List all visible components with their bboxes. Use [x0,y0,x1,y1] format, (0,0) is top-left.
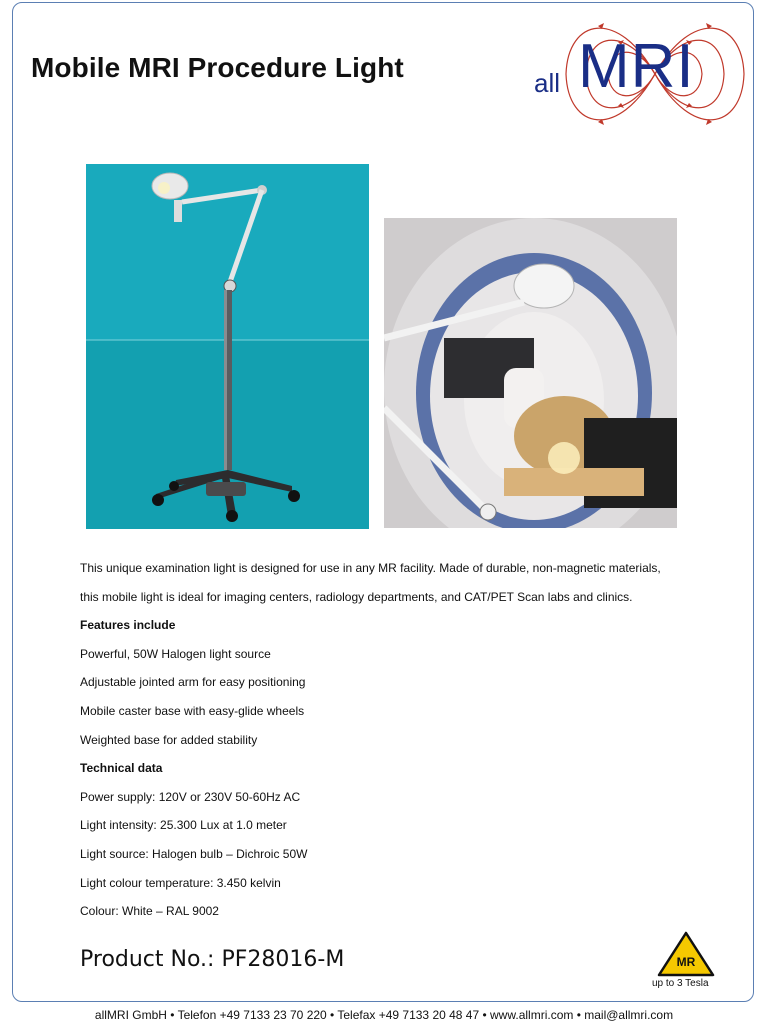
product-label: Product No.: [80,947,215,972]
product-code: PF28016-M [221,947,345,972]
tesla-caption: up to 3 Tesla [652,978,709,989]
logo-all-text: all [534,68,561,98]
technical-item: Colour: White – RAL 9002 [80,904,219,919]
footer-contact: allMRI GmbH • Telefon +49 7133 23 70 220 • Telefax +49 7133 20 48 47 • www.allmri.com • mail@allmri.com [94,1008,674,1022]
feature-item: Weighted base for added stability [80,732,258,747]
mobile-light-stand-photo [86,164,369,529]
technical-item: Power supply: 120V or 230V 50-60Hz AC [80,789,301,804]
technical-item: Light source: Halogen bulb – Dichroic 50W [80,846,308,861]
features-heading: Features include [80,618,176,633]
mr-sign-text: MR [676,955,696,969]
technical-item: Light intensity: 25.300 Lux at 1.0 meter [80,818,287,833]
technical-heading: Technical data [80,761,163,776]
feature-item: Mobile caster base with easy-glide wheels [80,703,305,718]
product-number [80,947,344,972]
intro-line-2: this mobile light is ideal for imaging centers, radiology departments, and CAT/PET Scan labs and clinics. [80,589,633,604]
intro-line-1: This unique examination light is designed for use in any MR facility. Made of durable, non-magnetic materials, [80,561,661,575]
mr-conditional-warning-icon [656,930,716,978]
allmri-logo [528,8,752,140]
feature-item: Adjustable jointed arm for easy positioning [80,675,306,690]
logo-mri-text: MRI [578,32,695,101]
feature-item: Powerful, 50W Halogen light source [80,646,271,661]
product-description [80,560,710,932]
technical-item: Light colour temperature: 3.450 kelvin [80,875,281,890]
light-in-mri-scanner-photo [384,218,677,528]
page-title: Mobile MRI Procedure Light [31,52,404,83]
